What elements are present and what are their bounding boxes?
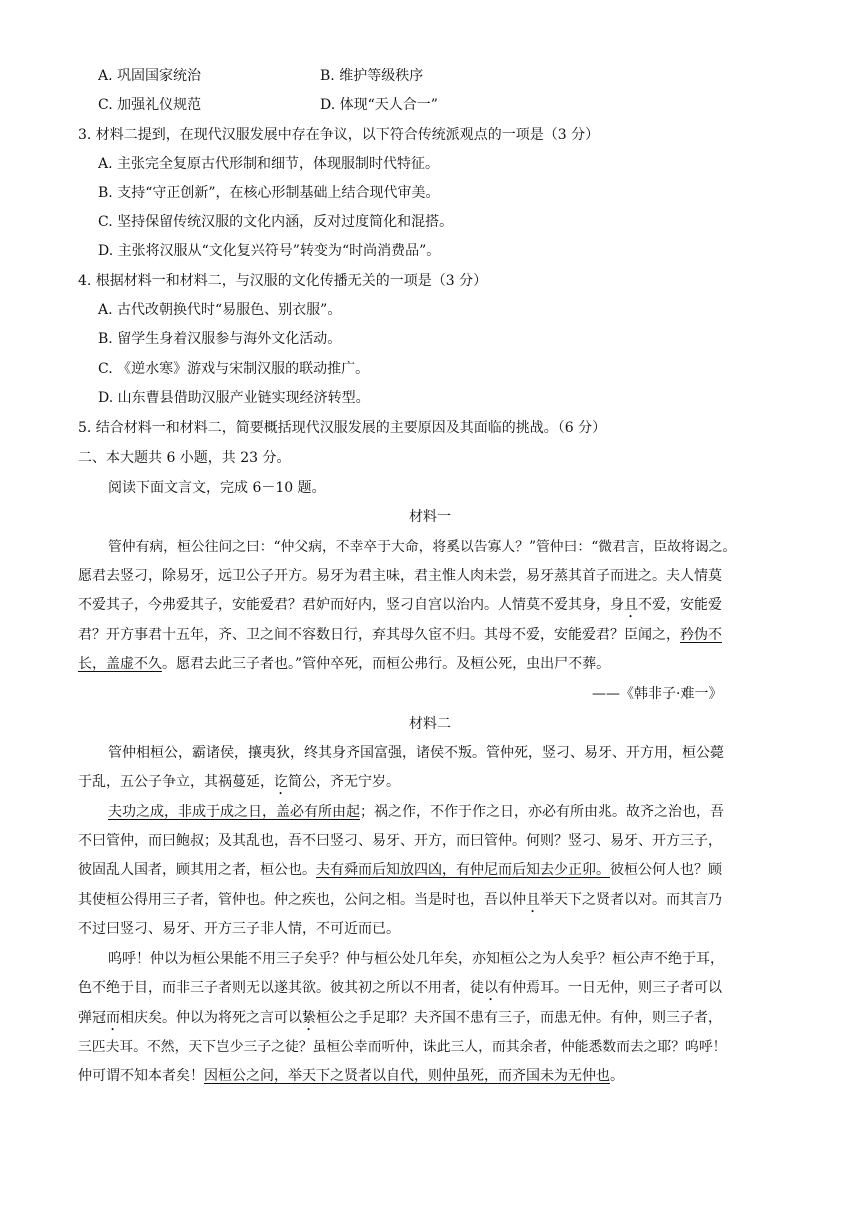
q4-option-d: D. 山东曹县借助汉服产业链实现经济转型。 [98,390,370,406]
material-two-line [78,862,722,879]
material-two-line [78,892,722,916]
text-segment: 彼固乱人国者，顾其用之者，桓公也。 [78,862,316,878]
text-segment: 色不绝于目，而非三子者则无以遂其欲。彼其初之所以不用者，徒 [78,980,484,996]
q4-stem: 4. 根据材料一和材料二，与汉服的文化传播无关的一项是（3 分） [78,273,488,289]
text-segment: ；祸之作，不作于作之日，亦必有所由兆。故齐之治也，吾 [360,804,724,820]
text-segment: 弹冠 [78,1010,106,1026]
material-two-line: 管仲相桓公，霸诸侯，攘夷狄，终其身齐国富强，诸侯不叛。管仲死，竖刁、易牙、开方用，桓公薨 [108,745,724,761]
q3-option-c: C. 坚持保留传统汉服的文化内涵，反对过度简化和混搭。 [98,214,454,230]
text-segment: 。 [610,1068,624,1084]
material-one-source: ——《韩非子·难一》 [592,686,723,702]
material-one-line: 管仲有病，桓公往问之曰：“仲父病，不幸卒于大命，将奚以告寡人？”管仲曰：“微君言，臣故将谒之。 [108,539,737,555]
emphasized-char: 且 [624,597,638,613]
material-two-line [78,774,400,798]
text-segment: 彼桓公何人也？顾 [610,862,722,878]
text-segment: 不爱其子，今弗爱其子，安能爱君？君妒而好内，竖刁自宫以治内。人情莫不爱其身，身 [78,597,624,613]
material-two-line [78,980,722,1004]
underlined-sentence: 矜伪不 [680,627,722,643]
material-two-line [78,1010,722,1034]
underlined-sentence: 夫有舜而后知放四凶，有仲尼而后知去少正卯。 [316,862,610,878]
text-segment: 有仲焉耳。一日无仲，则三子者可以 [498,980,722,996]
material-two-line: 不曰管仲，而曰鲍叔；及其乱也，吾不曰竖刁、易牙、开方，而曰管仲。何则？竖刁、易牙、开方三子， [78,833,722,849]
text-segment: 简公，齐无宁岁。 [288,774,400,790]
text-segment: 君？开方事君十五年，齐、卫之间不容数日行，弃其母久宦不归。其母不爱，安能爱君？臣闻之， [78,627,680,643]
section-heading: 二、本大题共 6 小题，共 23 分。 [78,450,291,466]
q2-option-a: A. 巩固国家统治 [98,68,202,84]
text-segment: 不爱，安能爱 [638,597,722,613]
q4-option-c: C. 《逆水寒》游戏与宋制汉服的联动推广。 [98,361,370,377]
text-segment: 相庆矣。仲以为将死之言可以 [120,1010,302,1026]
q4-option-b: B. 留学生身着汉服参与海外文化活动。 [98,331,342,347]
text-segment: 仲可谓不知本者矣！ [78,1068,204,1084]
q2-option-c: C. 加强礼仪规范 [98,97,202,113]
material-two-line: 三匹夫耳。不然，天下岂少三子之徒？虽桓公幸而听仲，诛此三人，而其余者，仲能悉数而去之耶？呜呼！ [78,1039,727,1055]
q4-option-a: A. 古代改朝换代时“易服色、别衣服”。 [98,302,342,318]
material-one-line [78,627,722,644]
q3-option-b: B. 支持“守正创新”，在核心形制基础上结合现代审美。 [98,185,440,201]
text-segment: 举天下之贤者以对。而其言乃 [540,892,722,908]
material-two-title: 材料二 [409,716,451,732]
q3-option-a: A. 主张完全复原古代形制和细节，体现服制时代特征。 [98,156,440,172]
text-segment: 其使桓公得用三子者，管仲也。仲之疾也，公问之相。当是时也，吾以仲 [78,892,526,908]
text-segment: 桓公之手足耶？夫齐国不患有三子，而患无仲。有仲，则三子者， [316,1010,722,1026]
material-one-line: 愿君去竖刁，除易牙，远卫公子开方。易牙为君主味，君主惟人肉未尝，易牙蒸其首子而进之。夫人情莫 [78,568,722,584]
emphasized-char: 而 [106,1010,120,1026]
material-one-line [78,597,722,621]
text-segment: 。愿君去此三子者也。”管仲卒死，而桓公弗行。及桓公死，虫出尸不葬。 [162,656,611,672]
q3-stem: 3. 材料二提到，在现代汉服发展中存在争议，以下符合传统派观点的一项是（3 分） [78,127,600,143]
emphasized-char: 且 [526,892,540,908]
text-segment: 于乱，五公子争立，其祸蔓延， [78,774,274,790]
q2-option-b: B. 维护等级秩序 [320,68,424,84]
material-one-line [78,656,610,673]
material-two-line [108,804,724,821]
material-two-line [78,1068,624,1085]
underlined-sentence: 夫功之成，非成于成之日，盖必有所由起 [108,804,360,820]
q5-stem: 5. 结合材料一和材料二，简要概括现代汉服发展的主要原因及其面临的挑战。（6 分） [78,420,607,436]
emphasized-char: 以 [484,980,498,996]
material-two-line: 呜呼！仲以为桓公果能不用三子矣乎？仲与桓公处几年矣，亦知桓公之为人矣乎？桓公声不绝于耳， [108,951,724,967]
emphasized-char: 絷 [302,1010,316,1026]
section-instruction: 阅读下面文言文，完成 6－10 题。 [108,480,326,496]
q2-option-d: D. 体现“天人合一” [320,97,438,113]
underlined-sentence: 长，盖虚不久 [78,656,162,672]
q3-option-d: D. 主张将汉服从“文化复兴符号”转变为“时尚消费品”。 [98,243,441,259]
emphasized-char: 讫 [274,774,288,790]
material-one-title: 材料一 [409,509,451,525]
material-two-line: 不过曰竖刁、易牙、开方三子非人情，不可近而已。 [78,921,400,937]
underlined-sentence: 因桓公之问，举天下之贤者以自代，则仲虽死，而齐国未为无仲也 [204,1068,610,1084]
